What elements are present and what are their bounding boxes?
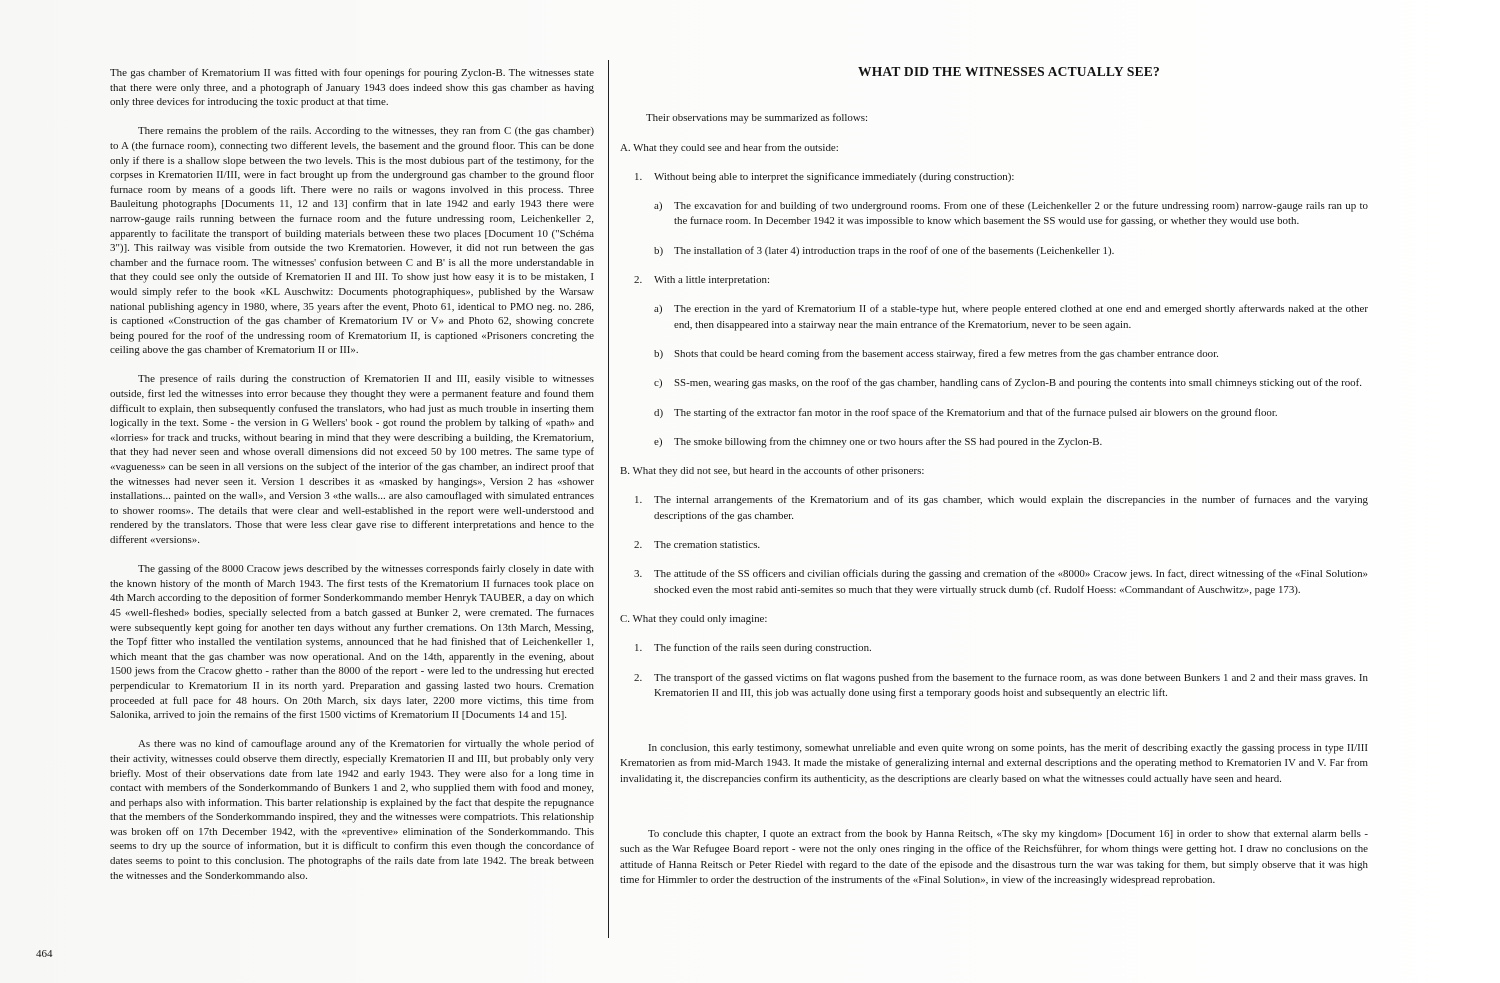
section-a-2-sub-d: d) The starting of the extractor fan motor in the roof space of the Krematorium and that of the furnace pulsed air blowers on the ground floor. bbox=[654, 406, 1278, 419]
section-c-title: C. What they could only imagine: bbox=[620, 612, 768, 625]
section-a-2-sub-c: c) SS-men, wearing gas masks, on the roof of the gas chamber, handling cans of Zyclon-B and pouring the contents into small chimneys sticking out of the roof. bbox=[654, 377, 1362, 390]
final-paragraph: To conclude this chapter, I quote an extract from the book by Hanna Reitsch, «The sky my kingdom» [Document 16] in order to show that external alarm bells - such as the War Refugee Board report - were not the only ones ringing in the office of the Reichsführer, for whom things were getting hot. I draw no conclusions on the attitude of Hanna Reitsch or Peter Riedel with regard to the date of the episode and the disastrous turn the war was taking for them, but simply observe that it was high time for Himmler to order the destruction of the instruments of the «Final Solution», in view of the increasingly widespread reprobation. bbox=[620, 828, 1368, 886]
section-b-title: B. What they did not see, but heard in the accounts of other prisoners: bbox=[620, 465, 925, 478]
left-paragraph-4: The gassing of the 8000 Cracow jews described by the witnesses corresponds fairly closely in date with the known history of the month of March 1943. The first tests of the Krematorium II furnaces took place on 4th March according to the deposition of former Sonderkommando member Henryk TAUBER, a day on which 45 «well-fleshed» bodies, specially selected from a batch gassed at Bunker 2, were cremated. The furnaces were subsequently kept going for another ten days without any further cremations. On 13th March, Messing, the Topf fitter who installed the ventilation systems, announced that he had finished that of Leichenkeller 1, which meant that the gas chamber was now operational. And on the 14th, apparently in the evening, about 1500 jews from the Cracow ghetto - rather than the 8000 of the report - were led to the undressing hut erected perpendicular to Krematorium II in its north yard. Preparation and gassing lasted two hours. Cremation proceeded at full pace for 48 hours. On 20th March, six days later, 2200 more victims, this time from Salonika, arrived to join the remains of the first 1500 victims of Krematorium II [Documents 14 and 15]. bbox=[110, 563, 594, 722]
column-divider bbox=[608, 60, 609, 938]
page-number: 464 bbox=[36, 948, 53, 960]
left-paragraph-1: The gas chamber of Krematorium II was fitted with four openings for pouring Zyclon-B. The witnesses state that there were only three, and a photograph of January 1943 does indeed show this gas chamber as having only three devices for introducing the toxic product at that time. bbox=[110, 67, 594, 109]
left-paragraph-2: There remains the problem of the rails. According to the witnesses, they ran from C (the gas chamber) to A (the furnace room), connecting two different levels, the basement and the ground floor. This can be done only if there is a shallow slope between the two levels. This is the most dubious part of the testimony, for the corpses in Krematorien II/III, were in fact brought up from the underground gas chamber to the ground floor furnace room by means of a goods lift. There were no rails or wagons involved in this process. Three Bauleitung photographs [Documents 11, 12 and 13] confirm that in late 1942 and early 1943 there were narrow-gauge rails running between the furnace room and the future undressing room, Leichenkeller 2, apparently to facilitate the transport of building materials between these two places [Document 10 ("Schéma 3")]. This railway was visible from outside the two Krematorien. However, it did not run between the gas chamber and the furnace room. The witnesses' confusion between C and B' is all the more understandable in that they could see only the outside of Krematorien II and III. To show just how easy it is to be mistaken, I would simply refer to the book «KL Auschwitz: Documents photographiques», published by the Warsaw national publishing agency in 1980, where, 35 years after the event, Photo 61, identical to PMO neg. no. 286, is captioned «Construction of the gas chamber of Krematorium IV or V» and Photo 62, showing concrete being poured for the roof of the undressing room of Krematorium II, is captioned «Prisoners concreting the ceiling above the gas chamber of Krematorium II or III». bbox=[110, 125, 594, 357]
right-column bbox=[620, 64, 1368, 888]
section-b-item-3: 3. The attitude of the SS officers and civilian officials during the gassing and cremation of the «8000» Cracow jews. In fact, direct witnessing of the «Final Solution» shocked even the most rabid anti-semites so much that they were virtually struck dumb (cf. Rudolf Hoess: «Commandant of Auschwitz», page 173). bbox=[634, 568, 1368, 596]
left-paragraph-3: The presence of rails during the construction of Krematorien II and III, easily visible to witnesses outside, first led the witnesses into error because they thought they were a permanent feature and found them difficult to explain, then subsequently confused the translators, who had just as much trouble in inserting them logically in the text. Some - the version in G Wellers' book - got round the problem by talking of «path» and «lorries» for track and trucks, without bearing in mind that they were describing a building, the Krematorium, that they had never seen and whose overall dimensions did not exceed 50 by 100 metres. The same type of «vagueness» can be seen in all versions on the subject of the interior of the gas chamber, an indirect proof that the witnesses had never seen it. Version 1 describes it as «masked by hangings», Version 2 has «shower installations... painted on the wall», and Version 3 «the walls... are also camouflaged with simulated entrances to shower rooms». The details that were clear and well-established in the report were well-understood and rendered by the translators. Those that were less clear gave rise to different interpretations and hence to the different «versions». bbox=[110, 373, 594, 546]
left-paragraph-5: As there was no kind of camouflage around any of the Krematorien for virtually the whole period of their activity, witnesses could observe them directly, especially Krematorien II and III, but probably only very briefly. Most of their observations date from late 1942 and early 1943. They were also for a long time in contact with members of the Sonderkommando of Bunkers 1 and 2, who supplied them with food and money, and perhaps also with information. This barter relationship is explained by the fact that despite the repugnance that the members of the Sonderkommando inspired, they and the witnesses were compatriots. This relationship was broken off on 17th December 1942, with the «preventive» elimination of the Sonderkommando. This seems to dry up the source of information, but it is difficult to confirm this even though the concordance of dates seems to point to this conclusion. The photographs of the rails date from late 1942. The break between the witnesses and the Sonderkommando also. bbox=[110, 738, 594, 882]
section-b-item-1: 1. The internal arrangements of the Krematorium and of its gas chamber, which would explain the discrepancies in the number of furnaces and the varying descriptions of the gas chamber. bbox=[634, 494, 1368, 522]
left-column bbox=[110, 66, 594, 898]
section-heading: WHAT DID THE WITNESSES ACTUALLY SEE? bbox=[858, 64, 1160, 79]
conclusion-paragraph: In conclusion, this early testimony, somewhat unreliable and even quite wrong on some points, has the merit of describing exactly the gassing process in type II/III Krematorien as from mid-March 1943. It made the mistake of generalizing internal and external descriptions and the operating method to Krematorien IV and V. Far from invalidating it, the discrepancies confirm its authenticity, as the descriptions are clearly based on what the witnesses could actually have seen and heard. bbox=[620, 742, 1368, 785]
section-a-1-sub-a: a) The excavation for and building of two underground rooms. From one of these (Leichenkeller 2 or the future undressing room) narrow-gauge rails ran up to the furnace room. In December 1942 it was impossible to know which basement the SS would use for gassing, or whether they would use both. bbox=[654, 200, 1368, 228]
section-c-item-1: 1. The function of the rails seen during construction. bbox=[634, 642, 872, 655]
section-a-2-sub-e: e) The smoke billowing from the chimney one or two hours after the SS had poured in the Zyclon-B. bbox=[654, 435, 1103, 448]
section-a-item-1: 1. Without being able to interpret the significance immediately (during construction): bbox=[634, 170, 1015, 183]
section-a-2-sub-a: a) The erection in the yard of Krematorium II of a stable-type hut, where people entered clothed at one end and emerged shortly afterwards naked at the other end, then disappeared into a stairway near the main entrance of the Krematorium, never to be seen again. bbox=[654, 303, 1368, 331]
section-a-title: A. What they could see and hear from the outside: bbox=[620, 141, 839, 154]
section-b-item-2: 2. The cremation statistics. bbox=[634, 539, 761, 552]
intro-text: Their observations may be summarized as follows: bbox=[646, 112, 868, 125]
section-c-item-2: 2. The transport of the gassed victims on flat wagons pushed from the basement to the furnace room, as was done between Bunkers 1 and 2 and their mass graves. In Krematorien II and III, this job was actually done using first a temporary goods hoist and subsequently an electric lift. bbox=[634, 671, 1368, 699]
section-a-1-sub-b: b) The installation of 3 (later 4) introduction traps in the roof of one of the basements (Leichenkeller 1). bbox=[654, 244, 1115, 257]
section-a-item-2: 2. With a little interpretation: bbox=[634, 274, 770, 287]
section-a-2-sub-b: b) Shots that could be heard coming from the basement access stairway, fired a few metres from the gas chamber entrance door. bbox=[654, 347, 1219, 360]
